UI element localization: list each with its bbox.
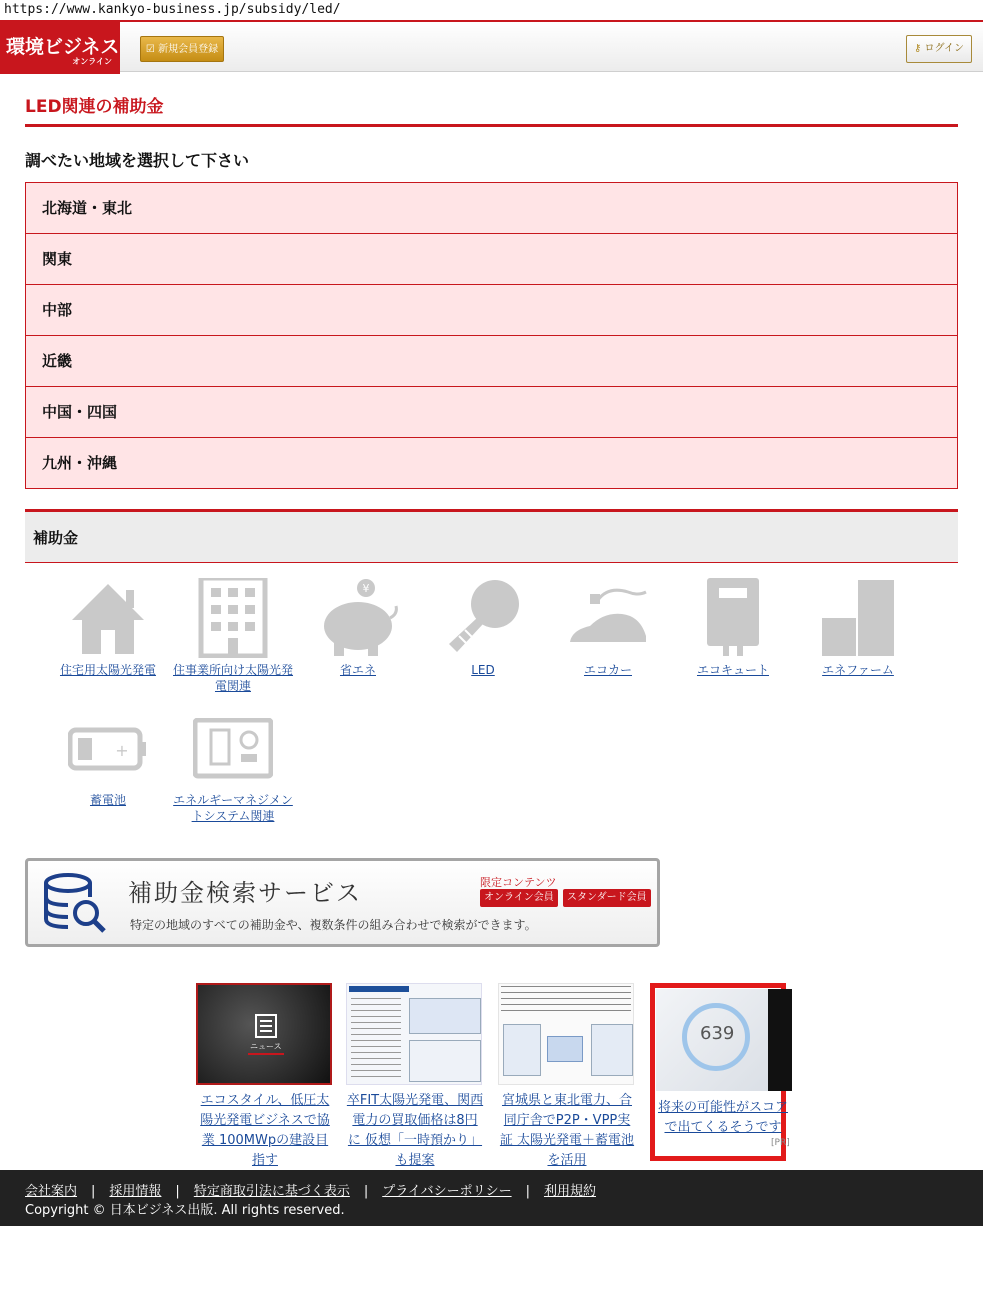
category-label[interactable]: エコキュート [696,663,769,677]
subsidy-section-header [25,509,958,563]
thumb-underline [248,1053,284,1055]
news-thumbnail[interactable] [346,983,482,1085]
house-icon [68,578,148,658]
checkbox-icon: ☑ [145,44,159,55]
category-energy-saving[interactable] [298,578,418,698]
footer-separator: | [525,1184,530,1199]
piggy-bank-icon [318,578,398,658]
footer-separator: | [175,1184,180,1199]
category-label[interactable]: 住事業所向け太陽光発電関連 [173,663,294,693]
subsidy-section-title: 補助金 [33,529,79,547]
news-thumb-label: ニュース [250,1042,282,1051]
battery-icon [68,718,148,798]
limited-content-label: 限定コンテンツ [480,876,557,889]
svg-text:+: + [115,741,129,760]
badge-standard-member: スタンダード会員 [563,889,651,907]
newspaper-icon [254,1013,278,1039]
footer-link-commercial-law[interactable]: 特定商取引法に基づく表示 [193,1184,350,1199]
category-label[interactable]: 住宅用太陽光発電 [59,663,156,677]
region-item-chugoku-shikoku[interactable]: 中国・四国 [26,387,957,438]
news-title-link[interactable]: 宮城県と東北電力、合同庁舎でP2P・VPP実証 太陽光発電＋蓄電池を活用 [499,1093,635,1168]
footer-copyright: Copyright © 日本ビジネス出版. All rights reserved. [25,1203,345,1218]
category-label[interactable]: エコカー [583,663,632,677]
category-label[interactable]: エネファーム [822,663,894,677]
category-ecocute[interactable] [673,578,793,698]
news-thumbnail[interactable] [196,983,332,1085]
light-bulb-icon [443,578,523,658]
region-item-kyushu-okinawa[interactable]: 九州・沖縄 [26,438,957,488]
sponsored-ad-frame[interactable] [650,983,790,1161]
ad-thumbnail[interactable] [656,989,792,1091]
page-title: LED関連の補助金 [25,97,164,117]
thumb-graphic [547,1036,583,1062]
region-item-kanto[interactable]: 関東 [26,234,957,285]
thumb-graphic [351,998,401,1078]
login-button[interactable] [906,35,972,63]
footer-link-recruit[interactable]: 採用情報 [109,1184,162,1199]
ad-score: 639 [700,1023,735,1044]
login-label: ログイン [924,43,964,54]
logo-main-text: 環境ビジネス [6,36,120,58]
energy-management-icon [193,718,273,798]
region-item-chubu[interactable]: 中部 [26,285,957,336]
region-item-hokkaido-tohoku[interactable]: 北海道・東北 [26,183,957,234]
thumb-graphic [591,1024,633,1076]
badge-online-member: オンライン会員 [480,889,558,907]
thumb-graphic [768,989,792,1091]
heat-pump-icon [693,578,773,658]
footer-links [25,1180,596,1199]
database-search-icon [42,871,108,937]
electric-car-icon [568,578,648,658]
title-divider [25,124,958,127]
site-header [0,20,983,72]
register-label: 新規会員登録 [158,44,219,55]
building-icon [193,578,273,658]
site-logo[interactable] [0,20,120,74]
category-label[interactable]: 蓄電池 [89,793,126,807]
category-residential-solar[interactable] [48,578,168,698]
thumb-graphic [503,1024,541,1076]
logo-sub-text: オンライン [72,57,112,66]
search-service-title: 補助金検索サービス [128,879,362,907]
region-item-kinki[interactable]: 近畿 [26,336,957,387]
category-label[interactable]: 省エネ [339,663,376,677]
site-footer [0,1170,983,1226]
footer-link-privacy[interactable]: プライバシーポリシー [382,1184,512,1199]
category-label[interactable]: エネルギーマネジメントシステム関連 [173,793,293,823]
key-icon: ⚷ [913,43,925,54]
category-business-solar[interactable] [173,578,293,698]
news-title-link[interactable]: 卒FIT太陽光発電、関西電力の買取価格は8円に 仮想「一時預かり」も提案 [346,1093,484,1168]
category-eco-car[interactable] [548,578,668,698]
footer-separator: | [363,1184,369,1199]
svg-text:¥: ¥ [362,582,370,595]
thumb-graphic [501,986,631,1016]
search-service-description: 特定の地域のすべての補助金や、複数条件の組み合わせで検索ができます。 [130,918,537,932]
footer-separator: | [91,1184,96,1199]
ad-pr-tag: [PR] [771,1138,790,1148]
category-storage-battery[interactable] [48,718,168,818]
region-select-heading: 調べたい地域を選択して下さい [25,151,250,170]
ad-title-link[interactable]: 将来の可能性がスコアで出てくるそうです [657,1100,788,1135]
thumb-graphic [349,986,409,992]
news-title-link[interactable]: エコスタイル、低圧太陽光発電ビジネスで協業 100MWpの建設目指す [200,1093,330,1168]
news-thumbnail[interactable] [498,983,634,1085]
region-list [25,182,958,489]
category-enefarm[interactable] [798,578,918,698]
subsidy-search-service-banner[interactable] [25,858,660,947]
category-label[interactable]: LED [471,663,495,677]
category-led[interactable] [423,578,543,698]
fuel-cell-icon [818,578,898,658]
footer-link-company[interactable]: 会社案内 [25,1184,78,1199]
register-button[interactable] [140,36,224,62]
footer-link-terms[interactable]: 利用規約 [543,1184,596,1199]
browser-url-bar[interactable]: https://www.kankyo-business.jp/subsidy/led/ [0,0,983,20]
category-energy-management[interactable] [173,718,293,828]
thumb-graphic [409,1040,481,1082]
thumb-graphic [409,998,481,1034]
